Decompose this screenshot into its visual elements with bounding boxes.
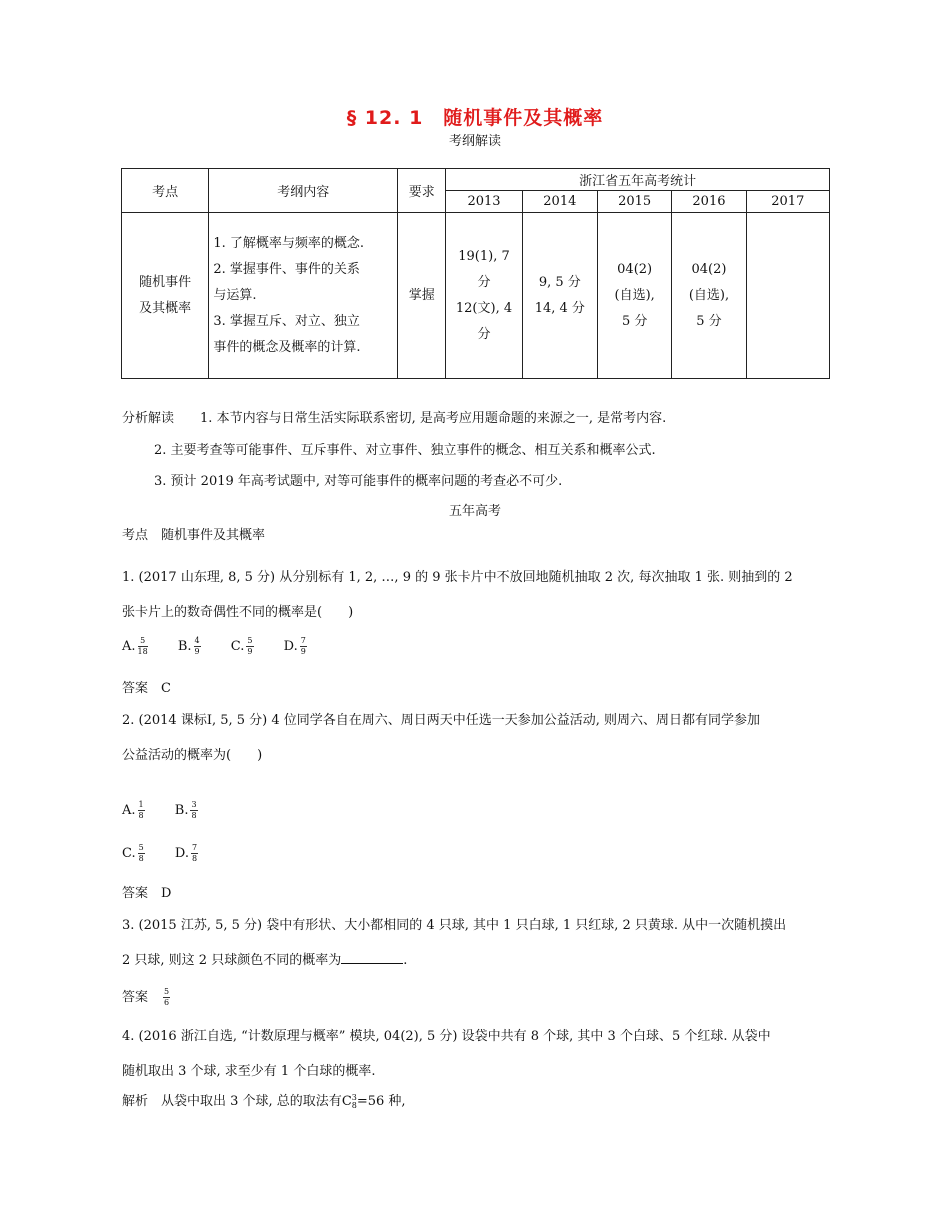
answer-blank: [341, 951, 403, 964]
section-title: 五年高考: [448, 504, 501, 519]
cell-2014: 9, 5 分 14, 4 分: [522, 213, 597, 379]
header-year: 2016: [672, 191, 746, 213]
q4-analysis: 解析 从袋中取出 3 个球, 总的取法有C 3 8 =56 种,: [122, 1092, 406, 1110]
header-stats: 浙江省五年高考统计: [446, 169, 830, 191]
header-year: 2013: [446, 191, 522, 213]
header-year: 2017: [746, 191, 829, 213]
q2-options-row-2: [122, 843, 224, 864]
option-c: C. $\frac{5}{8}$: [122, 843, 144, 863]
cell-2016: 04(2) (自选), 5 分: [672, 213, 746, 379]
q3-answer: 答案 $\frac{5}{6}$: [122, 987, 170, 1007]
q2-answer: 答案 D: [122, 886, 172, 901]
q1-options: [122, 636, 333, 657]
analysis-label: 分析解读: [122, 411, 175, 426]
header-content: 考纲内容: [209, 169, 398, 213]
header-requirement: 要求: [398, 169, 446, 213]
cell-2015: 04(2) (自选), 5 分: [597, 213, 671, 379]
option-d: D. $\frac{7}{9}$: [283, 636, 306, 656]
analysis-paragraph-2: 2. 主要考查等可能事件、互斥事件、对立事件、独立事件的概念、相互关系和概率公式.: [154, 443, 656, 458]
analysis-paragraph-1: 分析解读 1. 本节内容与日常生活实际联系密切, 是高考应用题命题的来源之一, 是常考内容.: [122, 411, 667, 426]
q4-line-2: 随机取出 3 个球, 求至少有 1 个白球的概率.: [122, 1064, 376, 1079]
syllabus-table: [121, 168, 830, 379]
option-d: D. $\frac{7}{8}$: [174, 843, 198, 863]
combination-formula: C 3 8: [341, 1092, 357, 1110]
option-b: B. $\frac{3}{8}$: [174, 800, 197, 820]
header-year: 2015: [597, 191, 671, 213]
option-c: C. $\frac{5}{9}$: [230, 636, 253, 656]
q3-line-1: 3. (2015 江苏, 5, 5 分) 袋中有形状、大小都相同的 4 只球, 其中 1 只白球, 1 只红球, 2 只黄球. 从中一次随机摸出: [122, 918, 787, 933]
q2-options-row-1: [122, 800, 224, 821]
analysis-paragraph-3: 3. 预计 2019 年高考试题中, 对等可能事件的概率问题的考查必不可少.: [154, 474, 563, 489]
cell-point: 随机事件 及其概率: [122, 213, 209, 379]
section-point: 考点 随机事件及其概率: [122, 528, 266, 543]
q3-line-2: 2 只球, 则这 2 只球颜色不同的概率为 .: [122, 953, 408, 968]
answer-fraction: $\frac{5}{6}$: [164, 987, 170, 1007]
page-title: § 12. 1 随机事件及其概率: [346, 107, 604, 129]
q2-line-2: 公益活动的概率为( ): [122, 748, 263, 763]
cell-requirement: 掌握: [398, 213, 446, 379]
cell-2017: [746, 213, 829, 379]
q1-line-1: 1. (2017 山东理, 8, 5 分) 从分别标有 1, 2, …, 9 的 9 张卡片中不放回地随机抽取 2 次, 每次抽取 1 张. 则抽到的 2: [122, 570, 793, 585]
cell-2013: 19(1), 7 分 12(文), 4 分: [446, 213, 522, 379]
option-a: A. $\frac{1}{8}$: [122, 800, 144, 820]
header-year: 2014: [522, 191, 597, 213]
q4-line-1: 4. (2016 浙江自选, “计数原理与概率” 模块, 04(2), 5 分) 设袋中共有 8 个球, 其中 3 个白球、5 个红球. 从袋中: [122, 1029, 771, 1044]
q1-answer: 答案 C: [122, 681, 171, 696]
q1-line-2: 张卡片上的数奇偶性不同的概率是( ): [122, 605, 354, 620]
q2-line-1: 2. (2014 课标Ⅰ, 5, 5 分) 4 位同学各自在周六、周日两天中任选一天参加公益活动, 则周六、周日都有同学参加: [122, 713, 761, 728]
cell-content: 1. 了解概率与频率的概念. 2. 掌握事件、事件的关系 与运算. 3. 掌握互斥、对立、独立 事件的概念及概率的计算.: [209, 213, 398, 379]
option-a: A. $\frac{5}{18}$: [122, 636, 148, 656]
option-b: B. $\frac{4}{9}$: [177, 636, 200, 656]
header-point: 考点: [122, 169, 209, 213]
page-subtitle: 考纲解读: [448, 134, 501, 149]
